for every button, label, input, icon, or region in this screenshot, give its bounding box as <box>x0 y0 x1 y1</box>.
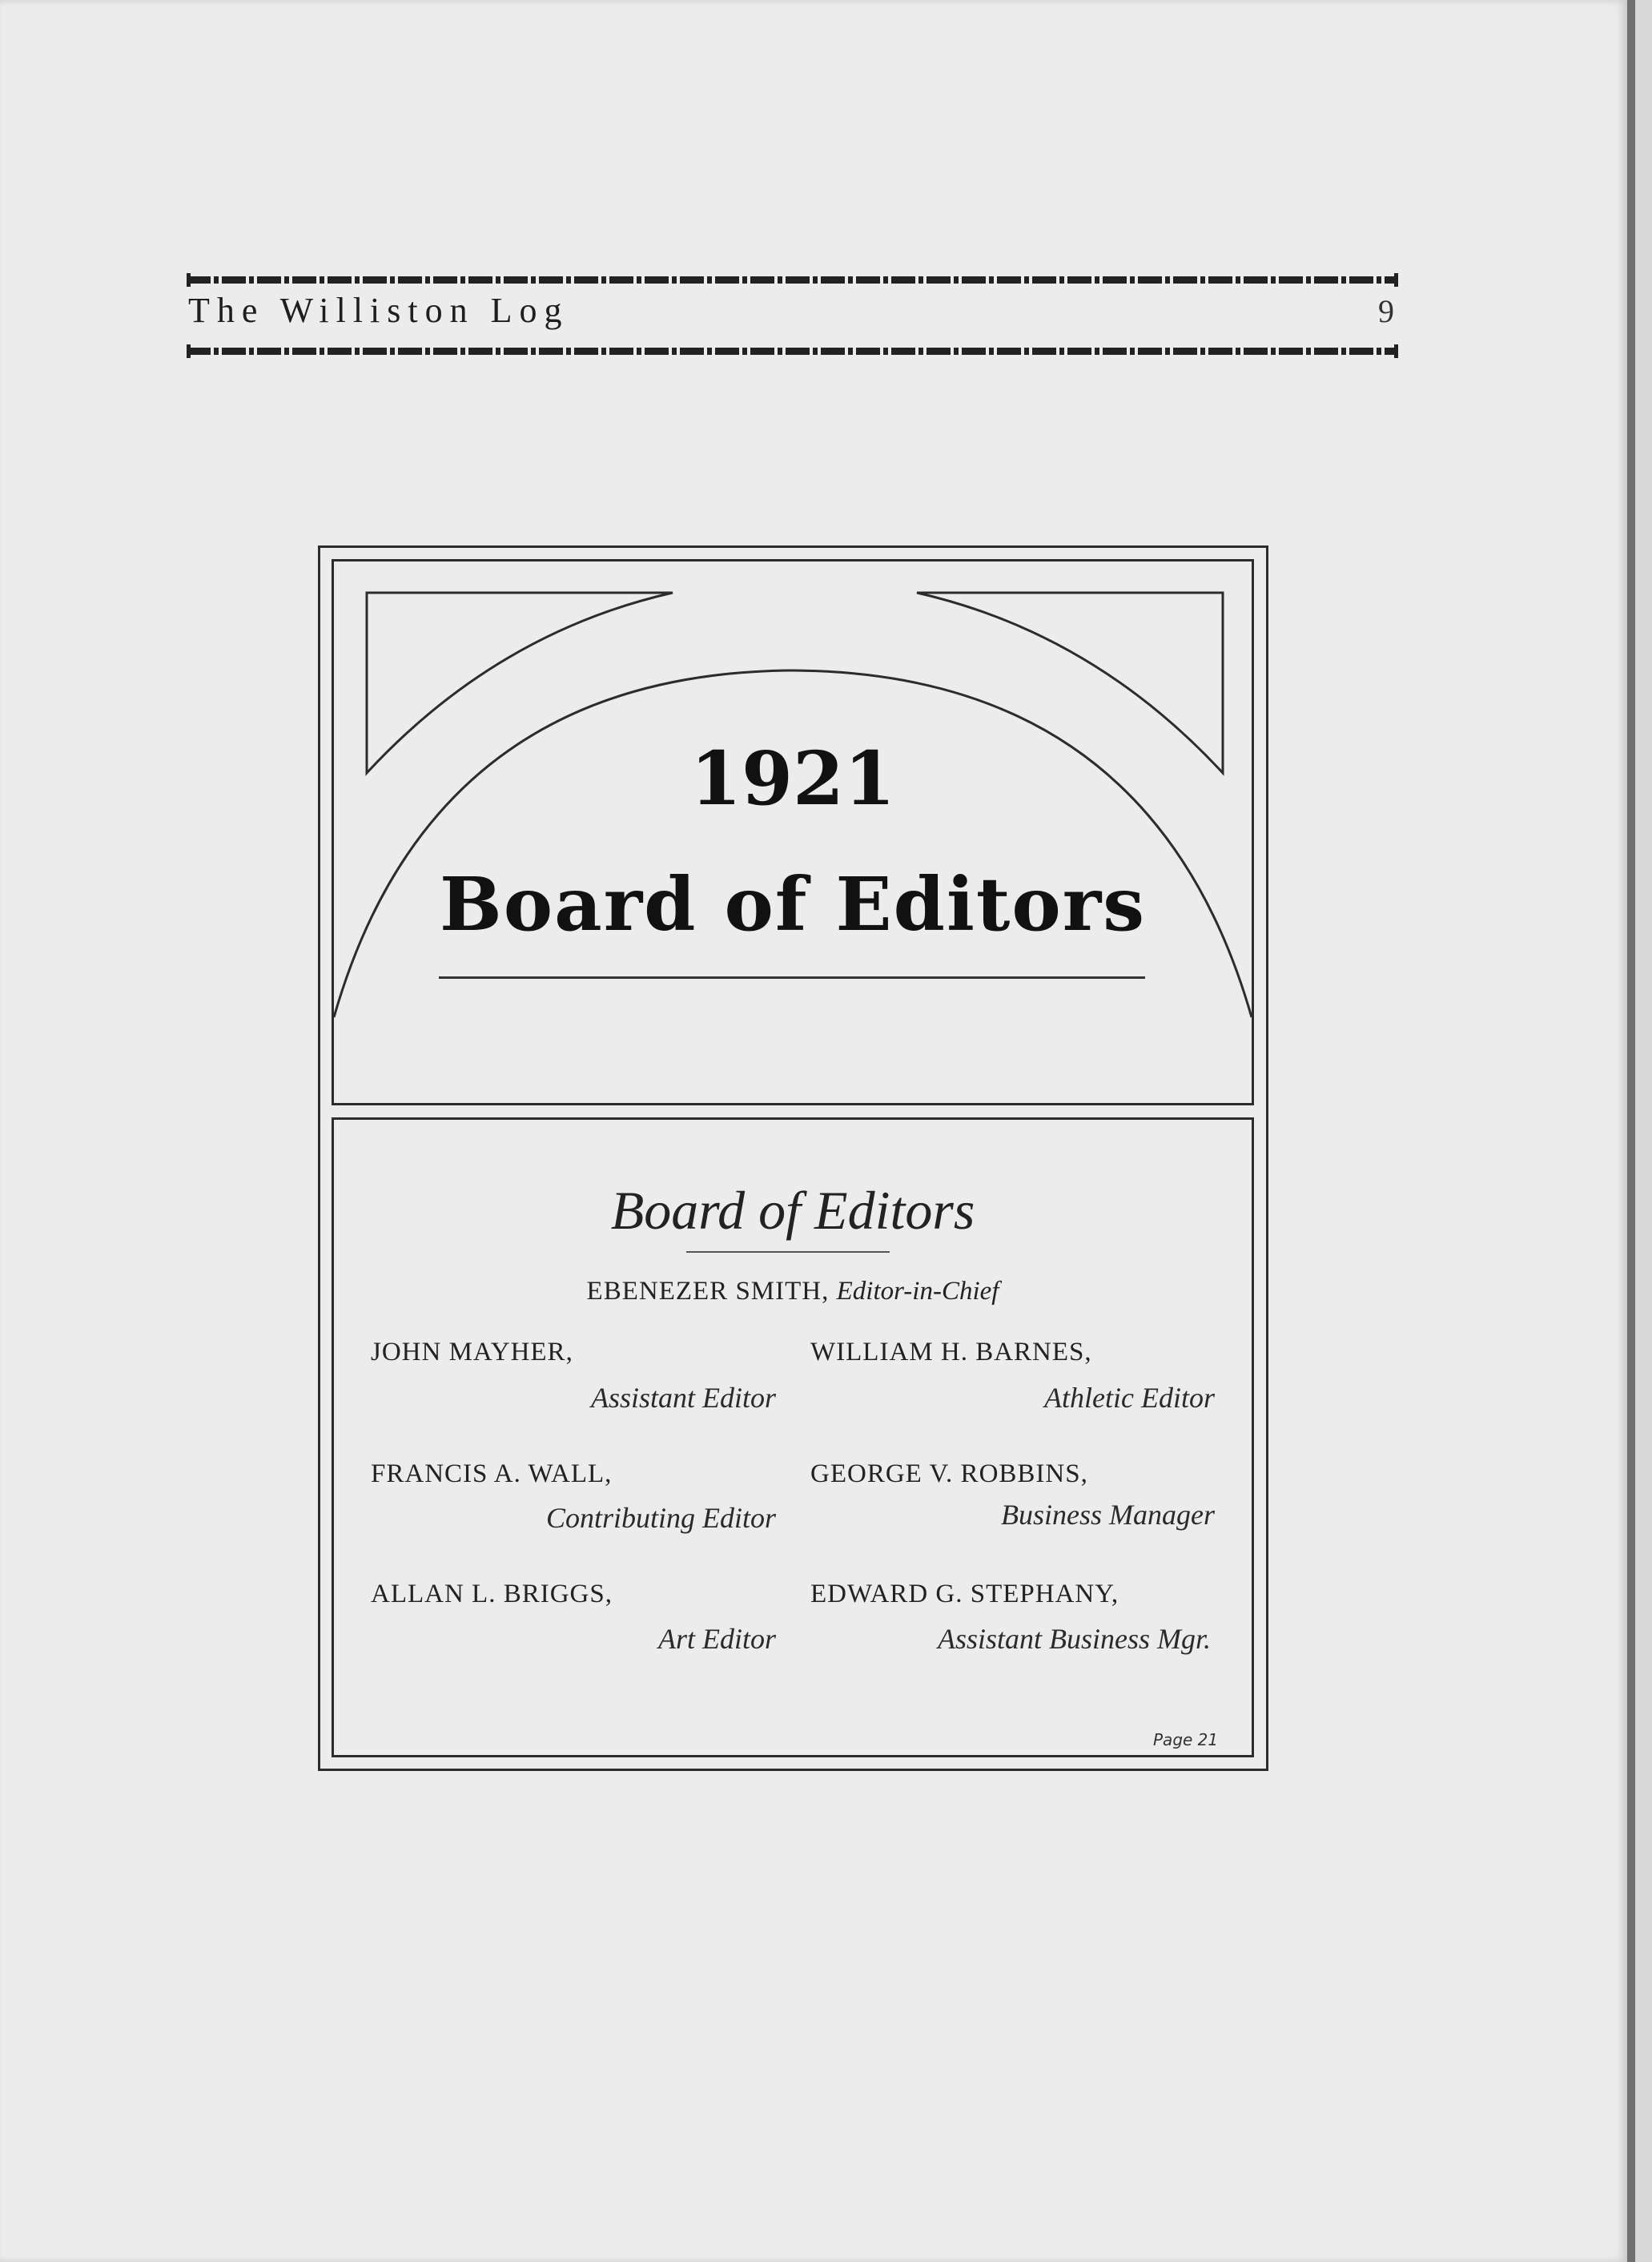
member-role: Art Editor <box>657 1623 776 1655</box>
board-heading-rule <box>686 1251 890 1253</box>
chief-role: Editor-in-Chief <box>836 1277 999 1306</box>
member-role: Athletic Editor <box>1044 1382 1215 1414</box>
member-role: Contributing Editor <box>545 1502 776 1534</box>
cover-title-underline <box>439 976 1145 979</box>
member-name: EDWARD G. STEPHANY, <box>810 1580 1119 1608</box>
member-role: Business Manager <box>1001 1499 1215 1531</box>
member-role: Assistant Business Mgr. <box>937 1623 1211 1655</box>
member-name: JOHN MAYHER, <box>371 1338 573 1366</box>
member-name: FRANCIS A. WALL, <box>371 1459 613 1488</box>
cover-year: 1921 <box>689 735 896 822</box>
editor-in-chief <box>0 1277 1586 1306</box>
member-name: ALLAN L. BRIGGS, <box>371 1580 613 1608</box>
chief-name: EBENEZER SMITH, <box>586 1277 830 1306</box>
running-title: The Williston Log <box>188 291 569 330</box>
page-number: 9 <box>1378 293 1394 329</box>
member-name: WILLIAM H. BARNES, <box>810 1338 1092 1366</box>
cover-title: Board of Editors <box>439 861 1147 948</box>
member-name: GEORGE V. ROBBINS, <box>810 1459 1088 1488</box>
handwritten-page-note: Page 21 <box>1153 1730 1219 1749</box>
board-heading: Board of Editors <box>610 1180 975 1241</box>
arch-curve <box>334 670 1252 1017</box>
member-role: Assistant Editor <box>590 1382 776 1414</box>
